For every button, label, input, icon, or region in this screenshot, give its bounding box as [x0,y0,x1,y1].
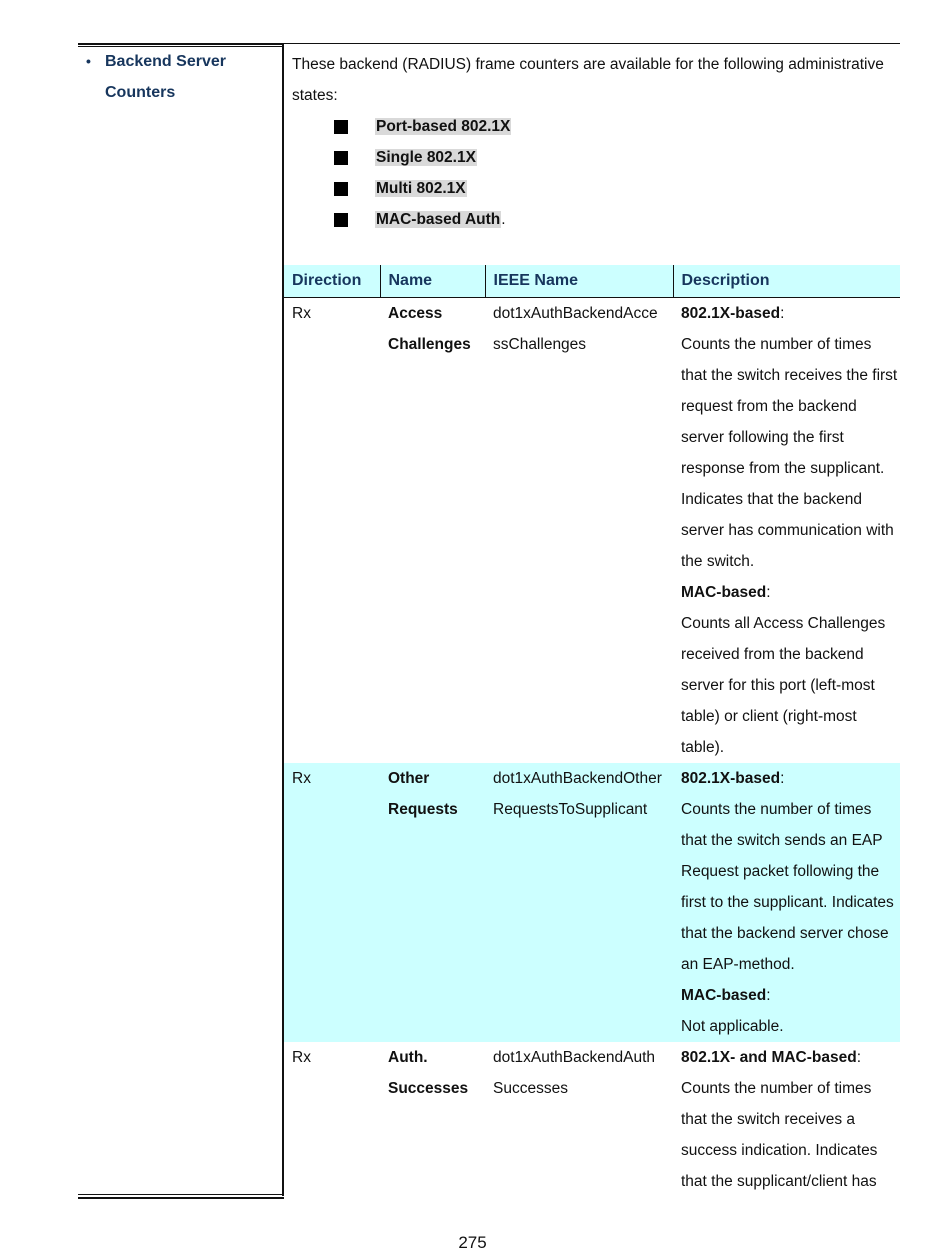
table-row [284,763,900,1042]
description-text: Counts the number of times that the switch receives a success indication. Indicates that the supplicant/client has [681,1080,878,1190]
state-label: Port-based 802.1X [376,118,511,135]
counters-table [284,265,900,1197]
state-label: Multi 802.1X [376,180,466,197]
square-bullet-icon [334,151,348,165]
description-heading: 802.1X-based [681,305,781,322]
section-label-line2: Counters [105,84,176,101]
name-line: Challenges [388,336,471,353]
right-column-top-rule [284,43,900,44]
page-number: 275 [458,1233,487,1252]
description-text: Counts all Access Challenges received from the backend server for this port (left-most table) or client (right-most table). [681,615,886,756]
table-row [284,1042,900,1197]
description-heading: 802.1X- and MAC-based [681,1049,857,1066]
description-text: Not applicable. [681,1018,784,1035]
ieee-line: dot1xAuthBackendAuth [493,1049,656,1066]
state-suffix: . [501,211,506,228]
header-ieee-name: IEEE Name [485,265,673,298]
cell-name [380,1042,485,1197]
square-bullet-icon [334,213,348,227]
header-description: Description [673,265,900,298]
cell-ieee-name [485,763,673,1042]
header-name: Name [380,265,485,298]
name-line: Requests [388,801,458,818]
square-bullet-icon [334,182,348,196]
description-heading: MAC-based [681,987,767,1004]
cell-direction: Rx [292,1049,311,1066]
cell-description: 802.1X-based: Counts the number of times that the switch receives the first request from the backend server following the first response from the supplicant. Indicates that the backend server has communication with the switch. MAC-based: Counts all Access Challenges received from the backend server for this port (left-most table) or client (right-most table). [673,298,900,764]
name-line: Auth. [388,1049,428,1066]
table-header-row [284,265,900,298]
ieee-line: dot1xAuthBackendAcce [493,305,658,322]
cell-ieee-name [485,1042,673,1197]
state-label: MAC-based Auth [376,211,501,228]
ieee-line: ssChallenges [493,336,587,353]
ieee-line: RequestsToSupplicant [493,801,648,818]
table-row [284,298,900,764]
cell-name [380,298,485,764]
intro-paragraph: These backend (RADIUS) frame counters are available for the following administrative states: [292,56,884,104]
description-heading: MAC-based [681,584,767,601]
ieee-line: Successes [493,1080,568,1097]
cell-description: 802.1X-based: Counts the number of times that the switch sends an EAP Request packet following the first to the supplicant. Indicates that the backend server chose an EAP-method. MAC-based: Not applicable. [673,763,900,1042]
name-line: Access [388,305,443,322]
cell-description: 802.1X- and MAC-based: Counts the number of times that the switch receives a success indication. Indicates that the supplicant/client has [673,1042,900,1197]
name-line: Other [388,770,430,787]
description-text: Counts the number of times that the switch receives the first request from the backend server following the first response from the supplicant. Indicates that the backend server has communication with the switch. [681,336,898,570]
state-label: Single 802.1X [376,149,476,166]
description-text: Counts the number of times that the switch sends an EAP Request packet following the first to the supplicant. Indicates that the backend server chose an EAP-method. [681,801,894,973]
description-heading: 802.1X-based [681,770,781,787]
name-line: Successes [388,1080,469,1097]
cell-ieee-name [485,298,673,764]
left-column-bottom-rule [78,1194,284,1199]
cell-direction: Rx [284,763,380,1042]
bullet-icon: • [86,53,91,69]
ieee-line: dot1xAuthBackendOther [493,770,662,787]
section-label-line1: Backend Server [105,53,226,70]
cell-name [380,763,485,1042]
square-bullet-icon [334,120,348,134]
header-direction: Direction [284,265,380,298]
cell-direction: Rx [292,305,311,322]
section-label [86,46,276,108]
